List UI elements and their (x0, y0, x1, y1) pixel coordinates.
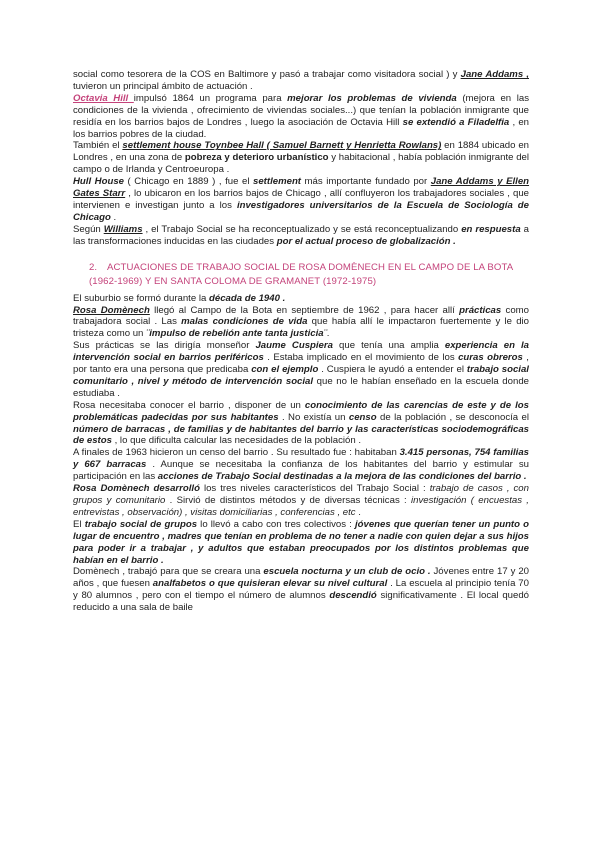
paragraph-williams (73, 224, 529, 248)
text: Rosa necesitaba conocer el barrio , disponer de un (73, 399, 305, 411)
emphasis: por el actual proceso de globalización . (276, 235, 456, 247)
emphasis: con el ejemplo (251, 364, 319, 376)
emphasis: ¨impulso de rebelión ante tanta justicia¨ (146, 328, 327, 340)
section-title: ACTUACIONES DE TRABAJO SOCIAL DE ROSA DOMÈNECH EN EL CAMPO DE LA BOTA (1962-1969) Y EN SANTA COLOMA DE GRAMANET (1972-1975) (89, 261, 513, 287)
emphasis: analfabetos o que quisieran elevar su nivel cultural (152, 578, 388, 590)
emphasis: acciones de Trabajo Social destinadas a la mejora de las condiciones del barrio . (157, 471, 527, 483)
founders-names: Jane Addams y Ellen Gates Starr (73, 176, 530, 200)
text: . Cuspiera le ayudó a entender el (318, 364, 467, 376)
text: significativamente . El local quedó reducido a una sala de baile (73, 590, 529, 614)
emphasis: malas condiciones de vida (181, 316, 308, 328)
text: que tenía una amplia (332, 340, 445, 352)
text: A finales de 1963 hicieron un censo del barrio . Su resultado fue : habitaban (73, 447, 400, 459)
emphasis: mejorar los problemas de vivienda (287, 92, 457, 104)
text: más importante fundado por (301, 176, 431, 188)
rosa-domenech-name: Rosa Domènech (73, 304, 150, 316)
emphasis: descendió (329, 590, 377, 602)
paragraph-grupos (73, 519, 529, 567)
paragraph-cuspiera (73, 340, 529, 400)
text: El (73, 518, 85, 530)
text: , lo que dificulta calcular las necesidades de la población . (111, 435, 361, 447)
emphasis: escuela nocturna y un club de ocio . (263, 566, 431, 578)
section-heading (73, 261, 529, 289)
text: en 1884 ubicado en Londres , en una zona de (73, 140, 529, 164)
italic-text: investigación ( encuestas , entrevistas , observación) , visitas domiciliarias , conferencias , etc (73, 495, 529, 518)
emphasis: trabajo social de grupos (84, 518, 198, 530)
emphasis: curas obreros (458, 352, 523, 364)
octavia-hill-name: Octavia Hill (73, 92, 134, 104)
text: . Estaba implicado en el movimiento de los (263, 352, 459, 364)
paragraph-hull-house (73, 176, 529, 224)
text: . Aunque se necesitaba la confianza de los habitantes del barrio y estimular su participación en las (73, 459, 529, 483)
jane-addams-link: Jane Addams , (460, 69, 529, 80)
paragraph-escuela (73, 566, 529, 614)
toynbee-hall-name: settlement house Toynbee Hall ( Samuel Barnett y Henrietta Rowlans) (122, 140, 442, 152)
text: , el Trabajo Social se ha reconceptualizado y se está reconceptualizando (142, 223, 462, 235)
emphasis: número de barracas , de familias y de habitantes del barrio y las características sociodemográficas de estos (73, 423, 529, 447)
text: . (355, 506, 361, 518)
text: lo llevó a cabo con tres colectivos : (197, 518, 355, 530)
emphasis: prácticas (459, 304, 502, 316)
text: (mejora en las condiciones de la vivienda , ofrecimiento de viviendas sociales...) que tenían la población inmigrante que residía en los barrios bajos de Londres , luego la asociación de Octavia Hill (73, 92, 529, 128)
text: Jóvenes entre 17 y 20 años , que fuesen (73, 566, 529, 590)
text: tuvieron un principal ámbito de actuación . (73, 80, 253, 92)
emphasis: experiencia en la intervención social en barrios periféricos (73, 340, 529, 364)
text: Domènech , trabajó para que se creara una (73, 566, 264, 578)
text: , por tanto era una persona que predicaba (73, 352, 529, 376)
paragraph-suburbio (73, 293, 529, 305)
document-body (73, 69, 529, 614)
paragraph-toynbee-hall (73, 140, 529, 176)
paragraph-niveles (73, 483, 529, 519)
williams-name: Williams (103, 223, 143, 235)
emphasis: investigadores universitarios de la Escuela de Sociología de Chicago (73, 199, 529, 223)
text: , en los barrios pobres de la ciudad. (73, 116, 530, 140)
emphasis: censo (348, 411, 377, 423)
text: como trabajadora social . Las (73, 304, 529, 328)
text: También el (73, 140, 123, 152)
text: de la población , se desconocía el (376, 411, 529, 423)
emphasis: settlement (253, 176, 301, 188)
text: llegó al Campo de la Bota en septiembre de 1962 , para hacer allí (149, 304, 460, 316)
italic-text: trabajo de casos , con grupos y comunitario (73, 483, 529, 506)
text: . No existía un (278, 411, 349, 423)
text: ( Chicago en 1889 ) , fue el (124, 176, 254, 188)
text: . Sirvió de distintos métodos y de diversas técnicas : (165, 495, 412, 506)
emphasis: se extendió a Filadelfia (402, 116, 510, 128)
section-number: 2. (89, 261, 98, 273)
emphasis: década de 1940 . (209, 292, 286, 304)
paragraph-censo (73, 400, 529, 448)
hull-house-name: Hull House (73, 176, 124, 188)
text: . (326, 328, 330, 340)
text: Según (73, 223, 104, 235)
emphasis: pobreza y deterioro urbanístico (184, 152, 329, 164)
text: . (110, 211, 117, 223)
text: , lo ubicaron en los barrios bajos de Chicago , allí confluyeron los trabajadores sociales , que intervienen e investigan junto a los (73, 188, 529, 211)
text: . La escuela al principio tenía 70 y 80 alumnos , pero con el tiempo el número de alumnos (73, 578, 529, 602)
text: los tres niveles característicos del Trabajo Social : (199, 483, 430, 495)
emphasis: en respuesta (461, 223, 521, 235)
emphasis: 3.415 personas, 754 familias y 667 barracas (73, 447, 530, 471)
paragraph-rosa-domenech (73, 305, 529, 341)
text: que había allí le impactaron fuertemente y le dio tristeza como un (73, 316, 529, 340)
text: social como tesorera de la COS en Baltimore y pasó a trabajar como visitadora social ) y (73, 69, 461, 80)
text: El suburbio se formó durante la (73, 292, 209, 304)
text: impulsó 1864 un programa para (133, 92, 288, 104)
text: a las transformaciones inducidas en las ciudades (73, 223, 529, 247)
emphasis: jóvenes que querían tener un punto o lugar de encuentro , madres que tenían en problema de no tener a nadie con quien dejar a sus hijos para poder ir a trabajar , y adultos que estaban preocupados por los distintos problemas que habían en el barrio . (73, 518, 529, 566)
text: que no le habían enseñado en la escuela donde estudiaba . (73, 375, 529, 399)
emphasis: Rosa Domènech desarrolló (73, 483, 200, 495)
jaume-cuspiera-name: Jaume Cuspiera (255, 340, 333, 352)
text: Sus prácticas se las dirigía monseñor (73, 340, 256, 352)
text: y habitacional , había población inmigrante del campo o de Irlanda y Centroeuropa . (73, 152, 529, 176)
paragraph-cos (73, 69, 529, 93)
emphasis: trabajo social comunitario , nivel y método de intervención social (73, 364, 529, 387)
emphasis: conocimiento de las carencias de este y de los problemáticas padecidas por sus habitantes (73, 399, 529, 423)
paragraph-finales-1963 (73, 447, 529, 483)
paragraph-octavia-hill (73, 93, 529, 141)
